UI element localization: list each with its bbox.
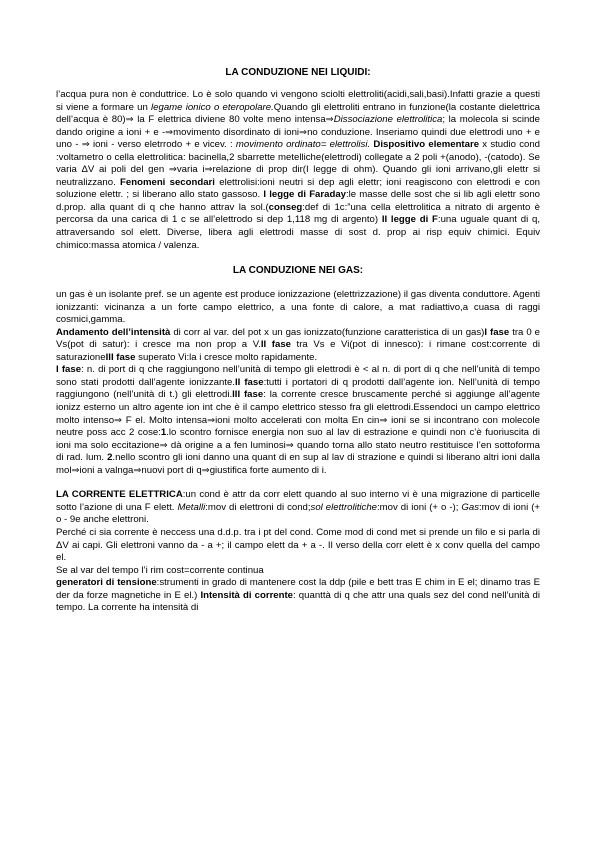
text-run: tra Vs e Vi(pot di innesco): i rimane cost:corrente di saturazione	[56, 339, 541, 363]
paragraph	[56, 577, 540, 615]
bold-text-run: I fase	[484, 326, 510, 338]
text-run: x studio cond :voltametro o cella elettrolitica: bacinella,2 sbarrette metelliche(elettrodi) collegate a 2 poli +(anodo), -(catodo). Se varia ΔV ai poli del gen ⇒varia i⇒relazione di prop dir(I legge di ohm). Quando gli ioni arrivano,gli elettr si neutralizzano.	[56, 139, 540, 188]
bold-text-run: 2	[107, 452, 113, 464]
paragraph	[56, 565, 540, 578]
bold-text-run: III fase	[232, 389, 264, 401]
bold-text-run: I fase	[56, 364, 82, 376]
bold-text-run: Fenomeni secondari	[120, 176, 215, 188]
bold-text-run: Intensità di corrente	[200, 589, 294, 601]
text-run: : n. di port di q che raggiungono nell’unità di tempo gli elettrodi è < al n. di port di q che nell’unità di tempo sono stati prodotti dall’agente ionizzante.	[56, 364, 540, 388]
text-run: :strumenti in grado di mantenere cost la ddp (pile e bett tras E chim in E el; dinamo tras E der da forze magnetiche in E el.)	[56, 577, 540, 601]
text-run: Quando gli elettroliti entrano in funzione(la costante dielettrica dell’acqua è 80)⇒ la F elettrica diviene 80 volte meno intensa⇒	[56, 101, 540, 126]
italic-text-run: Gas	[461, 501, 480, 513]
text-run: :mov di ioni (+ o -);	[377, 501, 462, 513]
bold-text-run: II fase	[234, 376, 264, 388]
text-run: .lo scontro fornisce energia non suo al lav di estrazione e quindi non c’è fuoriuscita di ioni ma solo eccitazione⇒ dà origine a a fen luminosi⇒ quando torna allo stato neutro restituisce l’en sottoforma di rad. lum.	[56, 427, 541, 464]
paragraph	[56, 289, 540, 327]
paragraph	[56, 489, 540, 527]
text-run: :mov di ioni (+ o - 9e anche elettroni.	[56, 501, 541, 526]
bold-text-run: Andamento dell’intensità	[56, 326, 171, 338]
italic-text-run: Dissociazione elettrolitica	[333, 114, 443, 126]
text-run: :una uguale quant di q, attraversando sol elett. Diverse, libera agli elettrodi masse di sost d. prop ai risp equiv chimici. Equiv chimico:massa atomica / valenza.	[56, 214, 540, 251]
text-run: :un cond è attr da corr elett quando al suo interno vi è una migrazione di particelle sotto l’azione di una F elett.	[56, 489, 540, 513]
italic-text-run: Metalli	[177, 501, 206, 513]
text-run: tra 0 e Vs(pot di satur): i cresce ma non prop a V.	[56, 326, 540, 351]
italic-text-run: movimento ordinato= elettrolisi.	[235, 139, 371, 151]
bold-text-run: Dispositivo elementare	[373, 139, 480, 151]
text-run: :le masse delle sost che si lib agli elettr sono d.prop. alla quant di q che hanno attrav la sol.(	[56, 189, 540, 213]
bold-text-run: III fase	[105, 351, 136, 363]
section-title-gas: LA CONDUZIONE NEI GAS:	[232, 265, 364, 277]
paragraph	[56, 327, 540, 365]
section-title-liquidi	[56, 66, 540, 79]
bold-text-run: conseg	[268, 201, 303, 213]
bold-text-run: generatori di tensione	[56, 577, 157, 589]
text-run: :mov di elettroni di cond;	[205, 501, 311, 513]
paragraph	[56, 364, 540, 477]
section-title-text: LA CONDUZIONE NEI LIQUIDI	[225, 67, 368, 78]
text-run: .nello scontro gli ioni danno una quant di en sup al lav di strazione e quindi si liberano altri ioni dalla mol⇒ioni a valnga⇒nuovi port di q⇒giustifica forte aumento di i.	[56, 452, 540, 476]
text-run: :tutti i portatori di q prodotti dall’agente ion. Nell’unità di tempo raggiungono (nell’unità di t.) gli elettrodi.	[56, 376, 540, 401]
bold-text-run: LA CORRENTE ELETTRICA	[56, 489, 183, 501]
text-run: di corr al var. del pot x un gas ionizzato(funzione caratteristica di un gas)	[170, 326, 485, 338]
text-run: ; la molecola si scinde dando origine a ioni + e -⇒movimento disordinato di ioni⇒no conduzione. Inseriamo quindi due elettrodi uno + e uno - ⇒ ioni - verso eletrrodo + e vicev. :	[56, 114, 540, 151]
bold-text-run: I legge di Faraday	[263, 189, 346, 201]
text-run: un gas è un isolante pref. se un agente est produce ionizzazione (elettrizzazione) il gas diventa conduttore. Agenti ionizzanti: vicinanza a un forte campo elettrico, a una fonte di calore, a mat radiattivo,a cuasa di raggi cosmici,gamma.	[56, 289, 540, 326]
italic-text-run: legame ionico o eteropolare.	[151, 101, 274, 113]
text-run: Se al var del tempo l’i rim cost=corrente continua	[56, 564, 264, 576]
bold-text-run: 1	[160, 427, 167, 439]
text-run: l’acqua pura non è conduttrice. Lo è solo quando vi vengono sciolti elettroliti(acidi,sali,basi).Infatti grazie a questi si viene a formare un	[56, 89, 540, 113]
text-run: superato Vi:la i cresce molto rapidamente.	[135, 351, 318, 363]
text-run: elettrolisi:ioni neutri si dep agli elettr; ioni reagiscono con elettrodi e con soluzione elettr. ; si liberano allo stato gassoso.	[56, 176, 540, 201]
section-title-colon: :	[367, 67, 371, 78]
paragraph	[56, 89, 540, 252]
text-run: :def di 1c:”una cella elettrolitica a nitrato di argento è percorsa da una carica di 1 c se all’elettrodo si dep 1,118 mg di argento)	[56, 201, 540, 226]
text-run: Perché ci sia corrente è neccess una d.d.p. tra i pt del cond. Come mod di cond met si prende un filo e si parla di ΔV ai capi. Gli elettroni vanno da - a +; il campo elett da + a -. Il verso della corr elett è x conv quella del campo el.	[56, 526, 540, 564]
bold-text-run: II fase	[260, 339, 291, 351]
text-run: : la corrente cresce bruscamente perché si aggiunge all’agente ionizz esterno un altro agente ion int che è il campo elettrico stesso fra gli elettrodi.Essendoci un campo elettrico molto intenso⇒ F el. Molto intensa⇒ioni molto accelerati con molta En cin⇒ ioni se si incontrano con molecole neutre poss acc 2 cose:	[56, 389, 540, 439]
text-run: : quanttà di q che attr una quals sez del cond nell’unità di tempo. La corrente ha intensità di	[56, 589, 540, 614]
document-page	[56, 66, 540, 615]
bold-text-run: II legge di F	[381, 214, 438, 226]
paragraph	[56, 527, 540, 565]
italic-text-run: sol elettrolitiche	[310, 501, 378, 513]
